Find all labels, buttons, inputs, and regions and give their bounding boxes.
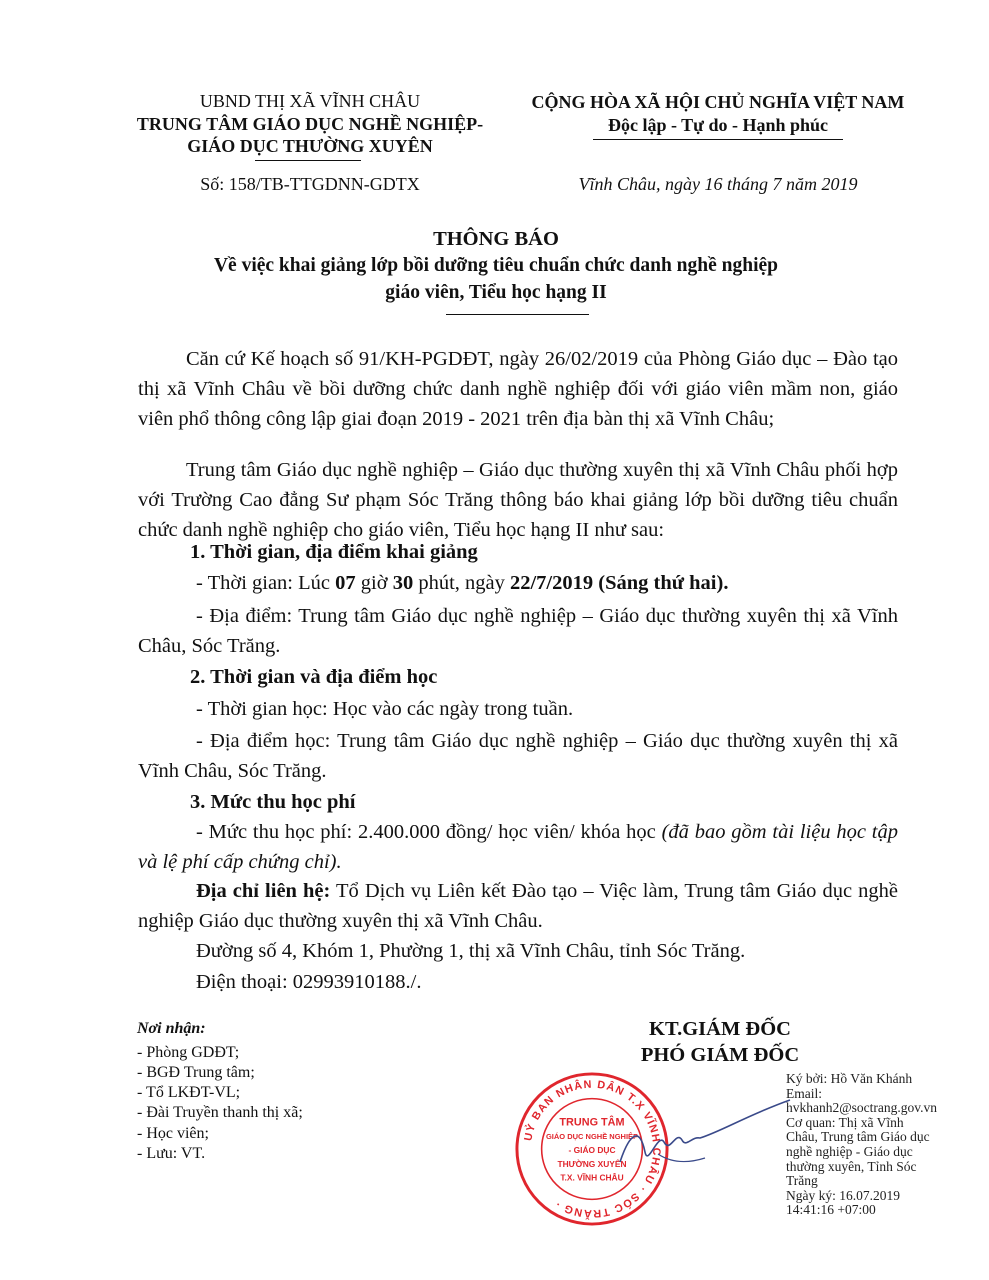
issuing-org-line1: TRUNG TÂM GIÁO DỤC NGHỀ NGHIỆP- xyxy=(136,114,484,134)
study-time-text: - Thời gian học: Học vào các ngày trong tuần. xyxy=(196,698,574,720)
opening-place-text: - Địa điểm: Trung tâm Giáo dục nghề nghiệp – Giáo dục thường xuyên thị xã Vĩnh Châu, Sóc Trăng. xyxy=(138,605,898,657)
sig-meta-line: thường xuyên, Tỉnh Sóc xyxy=(786,1158,917,1174)
announcement-paragraph xyxy=(138,455,898,545)
handwritten-signature xyxy=(600,1092,800,1182)
opening-place xyxy=(138,601,898,661)
opening-hour: 07 xyxy=(335,572,356,594)
recipient-item: - Tổ LKĐT-VL; xyxy=(137,1084,241,1101)
svg-text:TRUNG TÂM: TRUNG TÂM xyxy=(559,1116,625,1129)
opening-time xyxy=(138,568,898,598)
svg-text:GIÁO DỤC NGHỀ NGHIỆP: GIÁO DỤC NGHỀ NGHIỆP xyxy=(545,1132,639,1142)
recipient-item: - Lưu: VT. xyxy=(137,1145,206,1162)
opening-time-prefix: - Thời gian: Lúc xyxy=(196,572,336,594)
section-2-heading: 2. Thời gian và địa điểm học xyxy=(190,666,438,688)
svg-text:UỶ BAN NHÂN DÂN T.X VĨNH CHÂU: UỶ BAN NHÂN DÂN T.X VĨNH CHÂU · SÓC TRĂNG · xyxy=(522,1078,663,1220)
signer-title-line1: KT.GIÁM ĐỐC xyxy=(649,1018,791,1040)
motto-underline xyxy=(593,139,843,140)
header-left-underline xyxy=(255,160,361,161)
subject-line2: giáo viên, Tiểu học hạng II xyxy=(385,282,607,303)
signer-title-line2: PHÓ GIÁM ĐỐC xyxy=(640,1044,800,1066)
study-place xyxy=(138,726,898,786)
basis-paragraph xyxy=(138,344,898,434)
place-and-date: Vĩnh Châu, ngày 16 tháng 7 năm 2019 xyxy=(578,174,858,194)
recipients-label: Nơi nhận: xyxy=(137,1020,206,1037)
section-1-heading: 1. Thời gian, địa điểm khai giảng xyxy=(190,541,478,563)
contact-address: Đường số 4, Khóm 1, Phường 1, thị xã Vĩnh Châu, tỉnh Sóc Trăng. xyxy=(196,940,746,962)
national-motto: Độc lập - Tự do - Hạnh phúc xyxy=(607,115,829,135)
svg-text:T.X. VĨNH CHÂU: T.X. VĨNH CHÂU xyxy=(560,1172,624,1183)
issuing-agency: UBND THỊ XÃ VĨNH CHÂU xyxy=(199,91,421,111)
svg-text:THƯỜNG XUYÊN: THƯỜNG XUYÊN xyxy=(557,1158,627,1169)
sig-meta-line: hvkhanh2@soctrang.gov.vn xyxy=(786,1100,938,1116)
recipient-item: - Phòng GDĐT; xyxy=(137,1044,240,1061)
sig-meta-line: nghề nghiệp - Giáo dục xyxy=(786,1143,913,1159)
section-3-heading: 3. Mức thu học phí xyxy=(190,791,356,813)
study-time xyxy=(138,694,898,724)
recipient-item: - Đài Truyền thanh thị xã; xyxy=(137,1104,303,1121)
sig-meta-line: Ký bởi: Hồ Văn Khánh xyxy=(786,1071,913,1086)
announcement-text: Trung tâm Giáo dục nghề nghiệp – Giáo dục thường xuyên thị xã Vĩnh Châu phối hợp với Trường Cao đẳng Sư phạm Sóc Trăng thông báo khai giảng lớp bồi dưỡng tiêu chuẩn chức danh nghề nghiệp cho giáo viên, Tiểu học hạng II như sau: xyxy=(138,459,898,541)
opening-date: 22/7/2019 (Sáng thứ hai). xyxy=(509,572,729,594)
sig-meta-line: 14:41:16 +07:00 xyxy=(786,1202,876,1218)
document-type: THÔNG BÁO xyxy=(433,228,559,250)
opening-minute: 30 xyxy=(392,572,414,594)
study-place-text: - Địa điểm học: Trung tâm Giáo dục nghề nghiệp – Giáo dục thường xuyên thị xã Vĩnh Châu, Sóc Trăng. xyxy=(138,730,898,782)
subject-line1: Về việc khai giảng lớp bồi dưỡng tiêu chuẩn chức danh nghề nghiệp xyxy=(213,255,779,276)
digital-signature-info xyxy=(786,1072,976,1218)
sig-meta-line: Email: xyxy=(786,1085,822,1101)
contact-phone: Điện thoại: 02993910188./. xyxy=(196,971,422,993)
tuition-fee xyxy=(138,817,898,877)
title-underline xyxy=(446,314,589,315)
opening-hour-text: giờ xyxy=(355,572,393,594)
tuition-fee-text: - Mức thu học phí: 2.400.000 đồng/ học viên/ khóa học xyxy=(196,821,662,843)
sig-meta-line: Trăng xyxy=(786,1173,818,1189)
svg-text:- GIÁO DỤC: - GIÁO DỤC xyxy=(568,1144,616,1155)
country-name: CỘNG HÒA XÃ HỘI CHỦ NGHĨA VIỆT NAM xyxy=(531,92,905,112)
tuition-fee-note: (đã bao gồm tài liệu học tập và lệ phí cấp chứng chỉ). xyxy=(138,821,899,873)
contact-paragraph xyxy=(138,876,898,936)
sig-meta-line: Châu, Trung tâm Giáo dục xyxy=(786,1129,930,1145)
basis-text: Căn cứ Kế hoạch số 91/KH-PGDĐT, ngày 26/02/2019 của Phòng Giáo dục – Đào tạo thị xã Vĩnh Châu về bồi dưỡng chức danh nghề nghiệp đối với giáo viên mầm non, giáo viên phổ thông công lập giai đoạn 2019 - 2021 trên địa bàn thị xã Vĩnh Châu; xyxy=(138,348,898,430)
contact-text: Tổ Dịch vụ Liên kết Đào tạo – Việc làm, Trung tâm Giáo dục nghề nghiệp Giáo dục thường xuyên thị xã Vĩnh Châu. xyxy=(138,880,898,932)
recipient-item: - Học viên; xyxy=(137,1125,209,1142)
recipient-item: - BGĐ Trung tâm; xyxy=(137,1064,255,1081)
issuing-org-line2: GIÁO DỤC THƯỜNG XUYÊN xyxy=(187,136,433,156)
opening-minute-text: phút, ngày xyxy=(413,572,510,594)
sig-meta-line: Ngày ký: 16.07.2019 xyxy=(786,1187,900,1203)
contact-label: Địa chỉ liên hệ: xyxy=(196,880,331,902)
sig-meta-line: Cơ quan: Thị xã Vĩnh xyxy=(786,1114,904,1130)
document-number: Số: 158/TB-TTGDNN-GDTX xyxy=(200,174,420,194)
